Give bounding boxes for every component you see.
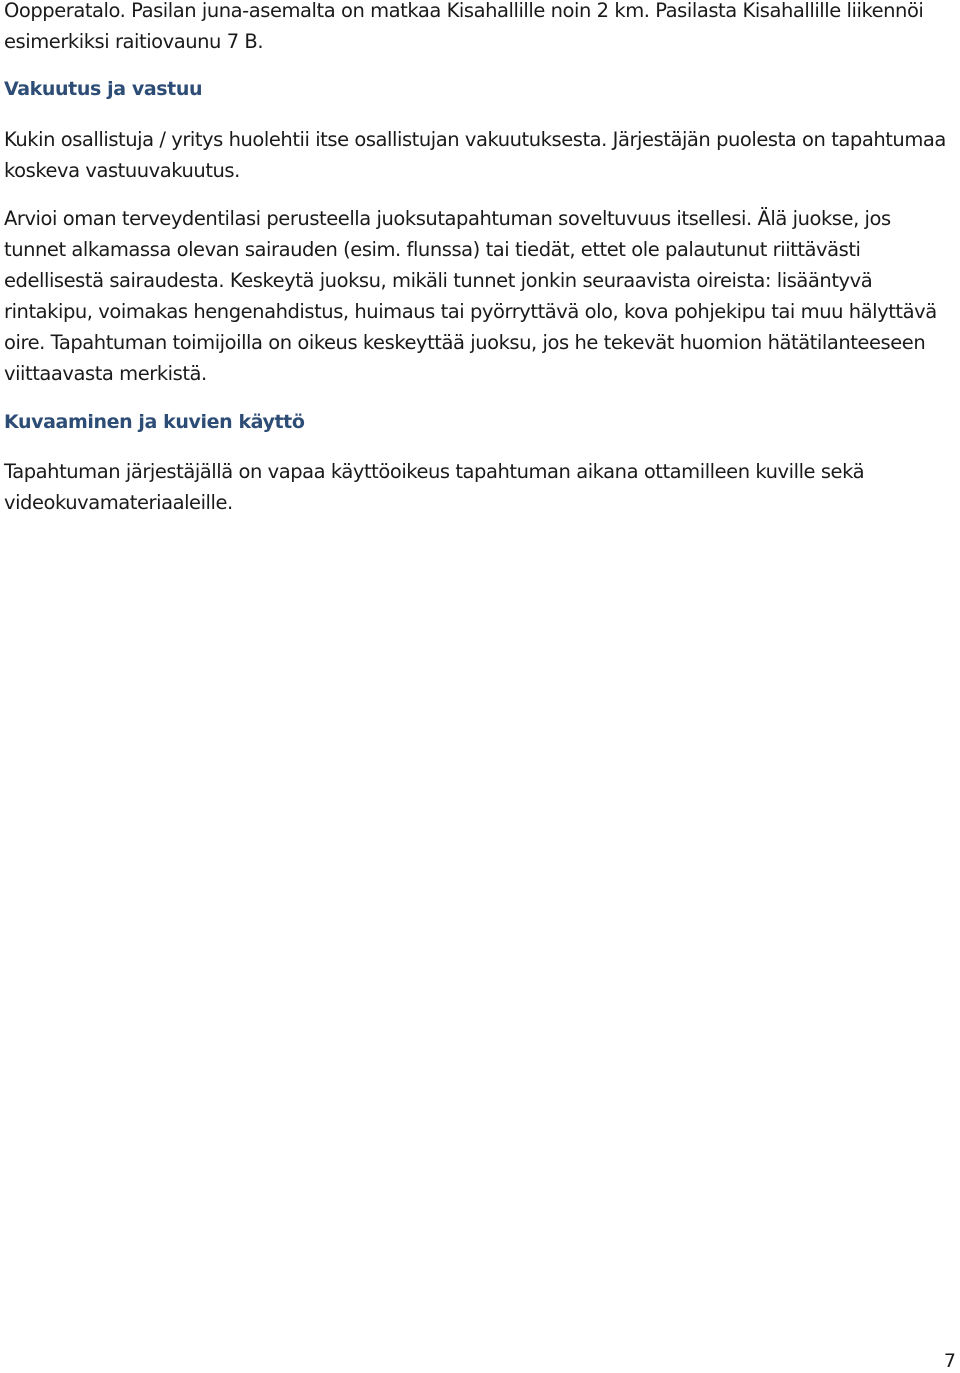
insurance-paragraph: Kukin osallistuja / yritys huolehtii itse osallistujan vakuutuksesta. Järjestäjän puolesta on tapahtumaa koskeva vastuuvakuutus.	[4, 128, 946, 182]
intro-paragraph: Oopperatalo. Pasilan juna-asemalta on matkaa Kisahallille noin 2 km. Pasilasta Kisahallille liikennöi esimerkiksi raitiovaunu 7 B.	[4, 0, 924, 53]
page-number: 7	[943, 1350, 956, 1372]
photography-heading: Kuvaaminen ja kuvien käyttö	[4, 411, 305, 433]
health-paragraph: Arvioi oman terveydentilasi perusteella juoksutapahtuman soveltuvuus itsellesi. Älä juokse, jos tunnet alkamassa olevan sairauden (esim. flunssa) tai tiedät, ettet ole palautunut riittävästi edellisestä sairaudesta. Keskeytä juoksu, mikäli tunnet jonkin seuraavista oireista: lisääntyvä rintakipu, voimakas hengenahdistus, huimaus tai pyörryttävä olo, kova pohjekipu tai muu hälyttävä oire. Tapahtuman toimijoilla on oikeus keskeyttää juoksu, jos he tekevät huomion hätätilanteeseen viittaavasta merkistä.	[4, 207, 937, 385]
insurance-heading: Vakuutus ja vastuu	[4, 78, 203, 100]
photography-paragraph: Tapahtuman järjestäjällä on vapaa käyttöoikeus tapahtuman aikana ottamilleen kuville sekä videokuvamateriaaleille.	[4, 460, 865, 514]
